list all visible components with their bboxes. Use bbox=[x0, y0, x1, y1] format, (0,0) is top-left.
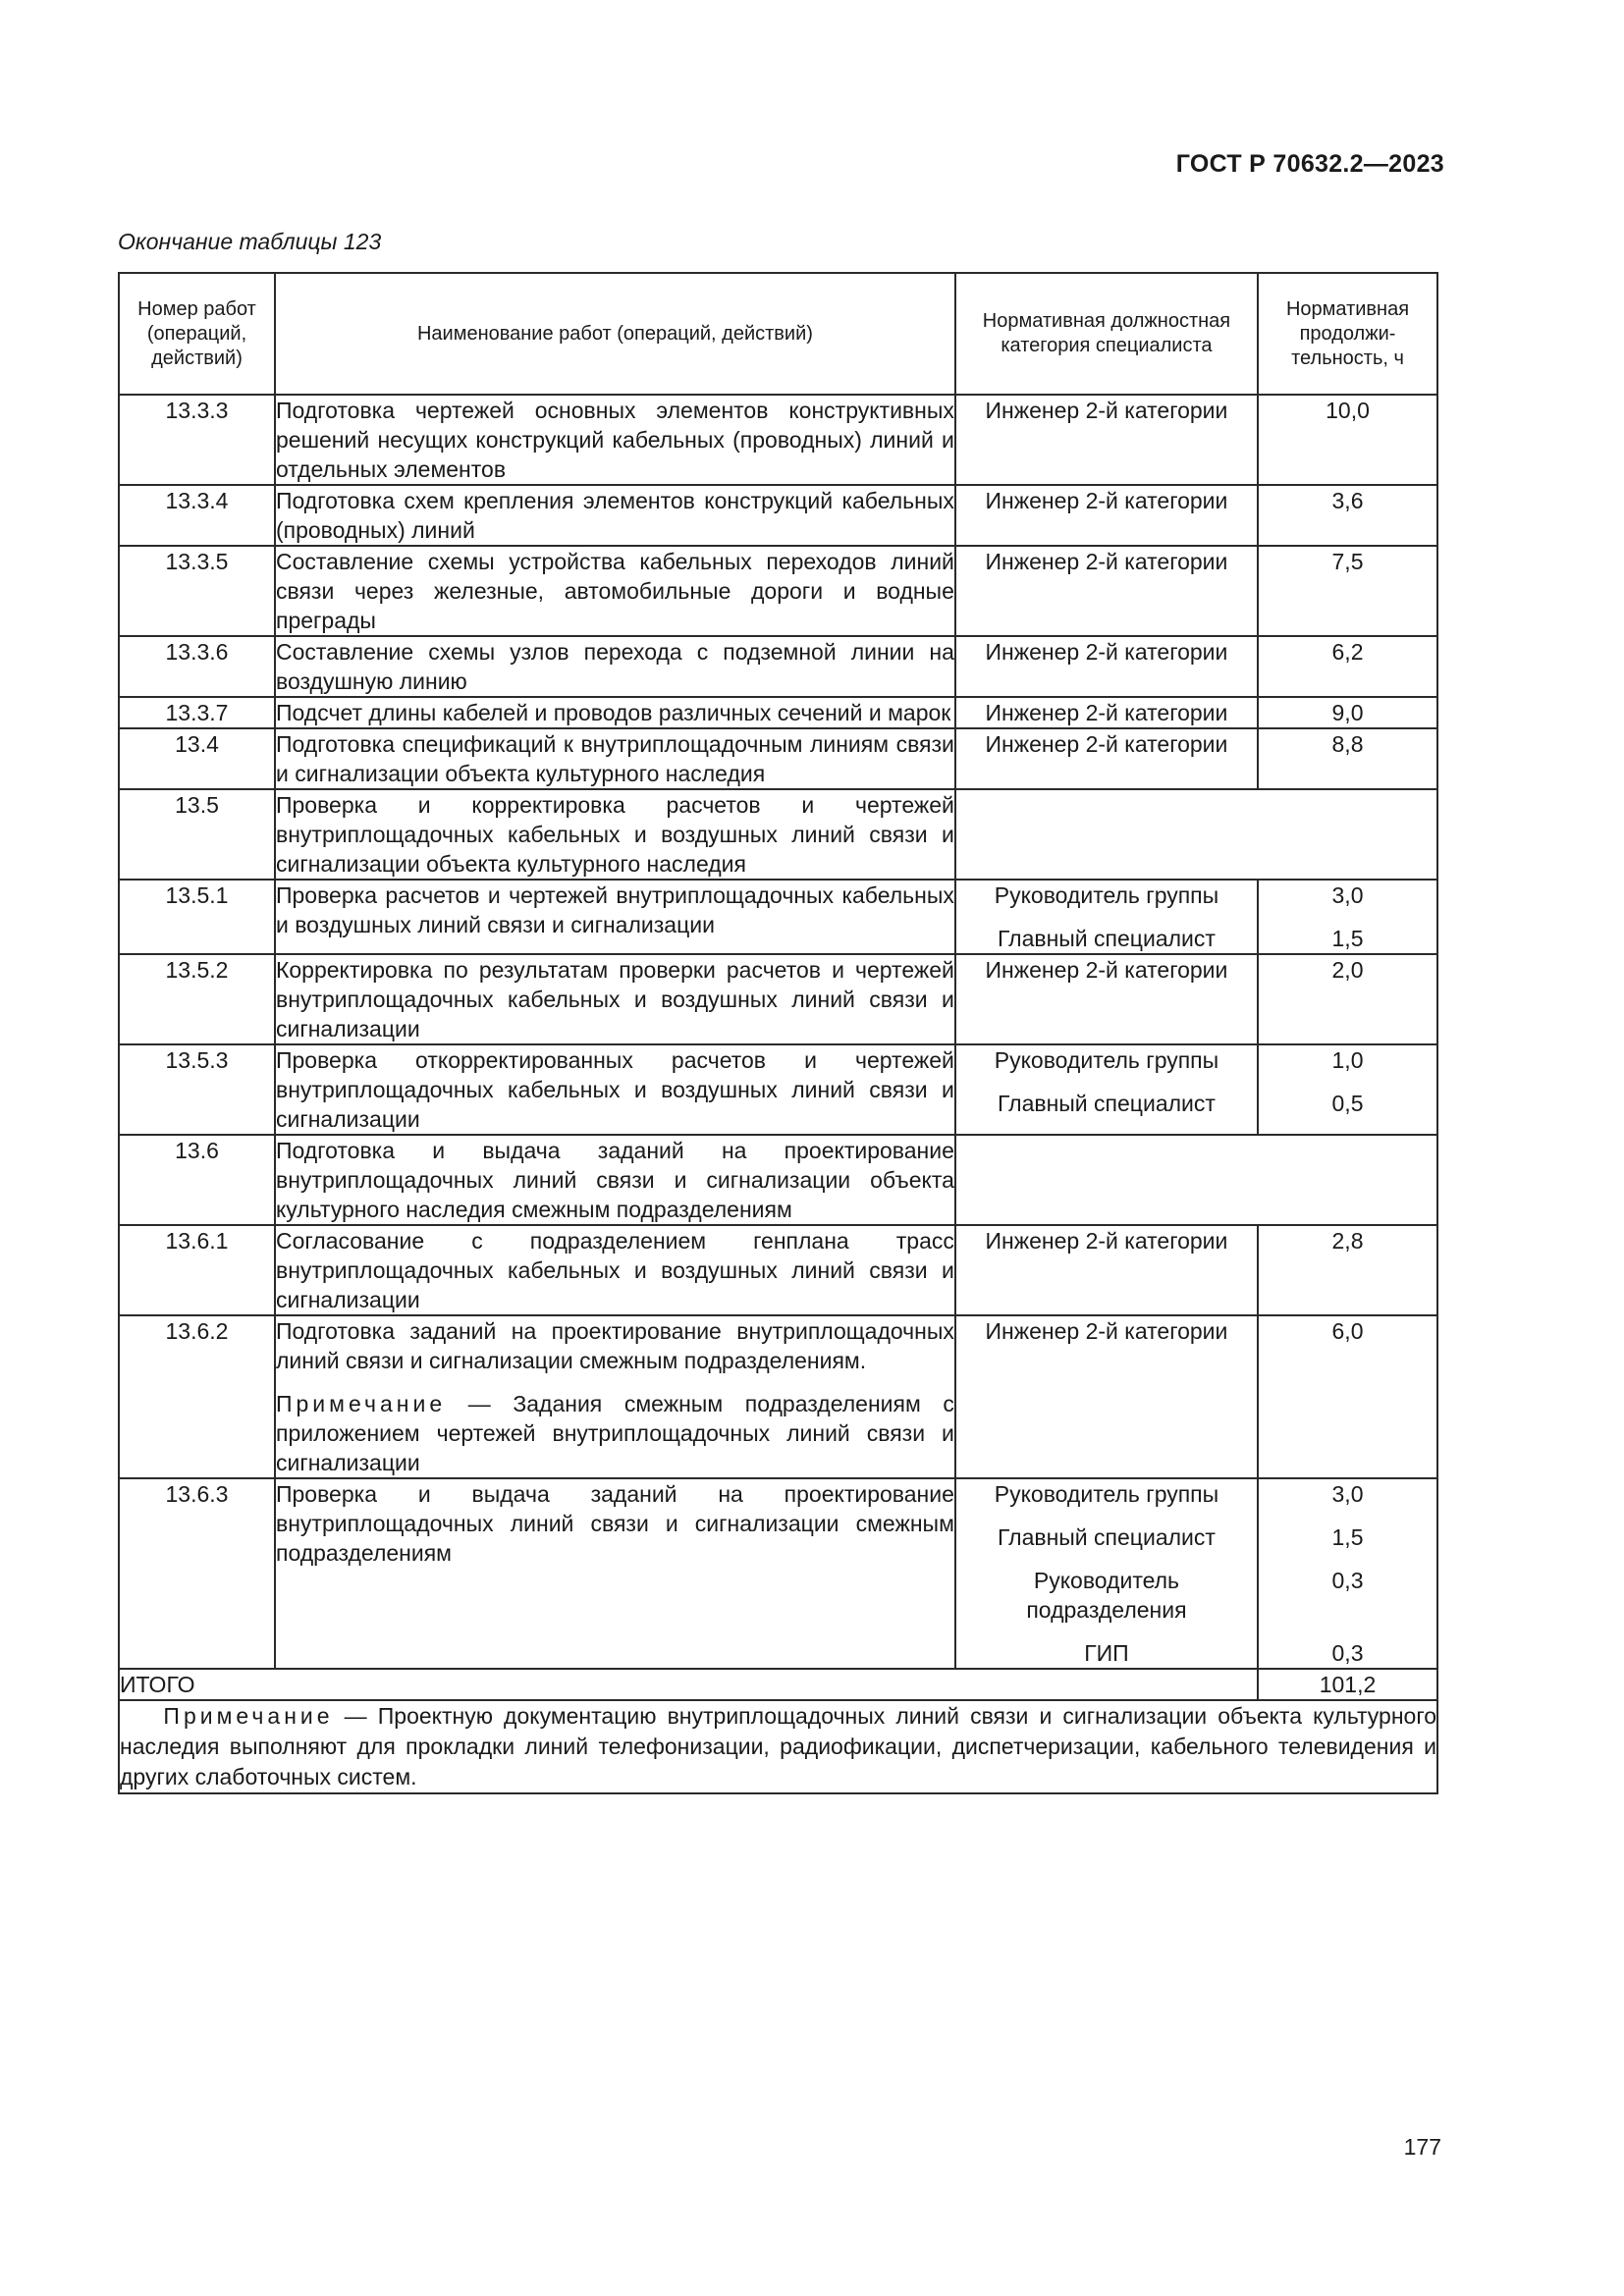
duration-value: 10,0 bbox=[1326, 398, 1370, 423]
row-note-text: — Задания смежным подразделениям с приложением чертежей внутриплощадочных линий связи и сигнализации bbox=[275, 1391, 954, 1475]
table-header-row bbox=[119, 273, 1437, 395]
specialist-category: Инженер 2-й категории bbox=[985, 957, 1228, 983]
work-norms-table bbox=[118, 272, 1438, 1794]
row-duration bbox=[1258, 954, 1437, 1044]
row-work-name bbox=[275, 1044, 955, 1135]
row-specialist bbox=[955, 880, 1258, 954]
row-specialist bbox=[955, 636, 1258, 697]
column-header-duration: Нормативная продолжи-тельность, ч bbox=[1258, 273, 1437, 395]
duration-value: 9,0 bbox=[1331, 700, 1364, 725]
table-row bbox=[119, 880, 1437, 954]
specialist-category: Главный специалист bbox=[997, 926, 1216, 951]
table-caption: Окончание таблицы 123 bbox=[118, 229, 382, 254]
row-number: 13.6.3 bbox=[119, 1478, 275, 1669]
row-number: 13.3.3 bbox=[119, 395, 275, 485]
row-inline-note bbox=[276, 1389, 954, 1477]
row-merged-empty-cell bbox=[955, 789, 1437, 880]
specialist-category: Инженер 2-й категории bbox=[985, 1318, 1228, 1344]
duration-value: 1,0 bbox=[1331, 1047, 1364, 1073]
specialist-category: ГИП bbox=[1084, 1640, 1129, 1666]
row-specialist bbox=[955, 954, 1258, 1044]
row-work-name-text: Согласование с подразделением генплана трасс внутриплощадочных кабельных и воздушных линий связи и сигнализации bbox=[275, 1228, 954, 1312]
row-specialist bbox=[955, 1478, 1258, 1669]
row-duration bbox=[1258, 636, 1437, 697]
specialist-category: Руководитель группы bbox=[994, 1481, 1219, 1507]
row-work-name-text: Проверка и корректировка расчетов и чертежей внутриплощадочных кабельных и воздушных линий связи и сигнализации объекта культурного наследия bbox=[275, 792, 954, 877]
specialist-category: Руководитель группы bbox=[994, 1047, 1219, 1073]
table-row bbox=[119, 697, 1437, 728]
specialist-category: Руководитель подразделения bbox=[1026, 1568, 1187, 1623]
table-row bbox=[119, 1044, 1437, 1135]
duration-value: 3,6 bbox=[1331, 488, 1364, 513]
footnote-text: — Проектную документацию внутриплощадочных линий связи и сигнализации объекта культурного наследия выполняют для прокладки линий телефонизации, радиофикации, диспетчеризации, кабельного телевидения и других слаботочных систем. bbox=[120, 1703, 1437, 1789]
row-work-name bbox=[275, 954, 955, 1044]
row-number: 13.3.6 bbox=[119, 636, 275, 697]
table-row bbox=[119, 789, 1437, 880]
table-body bbox=[119, 395, 1437, 1669]
duration-value: 6,0 bbox=[1331, 1318, 1364, 1344]
duration-value: 2,8 bbox=[1331, 1228, 1364, 1254]
row-duration bbox=[1258, 1225, 1437, 1315]
row-number: 13.5.3 bbox=[119, 1044, 275, 1135]
row-merged-empty-cell bbox=[955, 1135, 1437, 1225]
row-number: 13.5.2 bbox=[119, 954, 275, 1044]
row-duration bbox=[1258, 1478, 1437, 1669]
duration-value: 3,0 bbox=[1331, 1481, 1364, 1507]
row-specialist bbox=[955, 1044, 1258, 1135]
duration-value: 2,0 bbox=[1331, 957, 1364, 983]
duration-value: 8,8 bbox=[1331, 731, 1364, 757]
row-work-name-text: Корректировка по результатам проверки расчетов и чертежей внутриплощадочных кабельных и воздушных линий связи и сигнализации bbox=[275, 957, 954, 1041]
footnote-row bbox=[119, 1700, 1437, 1793]
row-specialist bbox=[955, 728, 1258, 789]
row-number: 13.3.4 bbox=[119, 485, 275, 546]
row-work-name-text: Проверка откорректированных расчетов и чертежей внутриплощадочных кабельных и воздушных линий связи и сигнализации bbox=[275, 1047, 954, 1132]
row-number: 13.4 bbox=[119, 728, 275, 789]
standard-code: ГОСТ Р 70632.2—2023 bbox=[1175, 150, 1444, 178]
row-duration bbox=[1258, 728, 1437, 789]
total-value: 101,2 bbox=[1258, 1669, 1437, 1700]
specialist-category: Руководитель группы bbox=[994, 882, 1219, 908]
row-work-name bbox=[275, 1135, 955, 1225]
row-work-name-text: Составление схемы узлов перехода с подземной линии на воздушную линию bbox=[275, 639, 954, 694]
total-row bbox=[119, 1669, 1437, 1700]
row-work-name bbox=[275, 728, 955, 789]
row-duration bbox=[1258, 880, 1437, 954]
row-work-name bbox=[275, 789, 955, 880]
row-number: 13.5.1 bbox=[119, 880, 275, 954]
row-work-name-text: Подготовка схем крепления элементов конструкций кабельных (проводных) линий bbox=[275, 488, 954, 543]
footnote bbox=[119, 1700, 1437, 1793]
table-row bbox=[119, 1225, 1437, 1315]
row-number: 13.3.5 bbox=[119, 546, 275, 636]
row-work-name bbox=[275, 1315, 955, 1478]
row-number: 13.3.7 bbox=[119, 697, 275, 728]
duration-value: 0,5 bbox=[1331, 1091, 1364, 1116]
row-specialist bbox=[955, 697, 1258, 728]
table-row bbox=[119, 636, 1437, 697]
row-duration bbox=[1258, 1044, 1437, 1135]
row-work-name-text: Подсчет длины кабелей и проводов различных сечений и марок bbox=[275, 700, 951, 725]
row-specialist bbox=[955, 546, 1258, 636]
row-specialist bbox=[955, 1315, 1258, 1478]
row-work-name-text: Проверка и выдача заданий на проектирование внутриплощадочных линий связи и сигнализации смежным подразделениям bbox=[275, 1481, 954, 1566]
row-work-name bbox=[275, 880, 955, 954]
table-row bbox=[119, 546, 1437, 636]
duration-value: 7,5 bbox=[1331, 549, 1364, 574]
total-label: ИТОГО bbox=[119, 1669, 1258, 1700]
row-duration bbox=[1258, 546, 1437, 636]
specialist-category: Главный специалист bbox=[997, 1091, 1216, 1116]
duration-value: 1,5 bbox=[1331, 1524, 1364, 1550]
table-row bbox=[119, 1315, 1437, 1478]
row-work-name-text: Подготовка чертежей основных элементов конструктивных решений несущих конструкций кабельных (проводных) линий и отдельных элементов bbox=[275, 398, 954, 482]
column-header-specialist: Нормативная должностная категория специалиста bbox=[955, 273, 1258, 395]
row-note-label: Примечание bbox=[275, 1391, 447, 1416]
column-header-number: Номер работ (операций, действий) bbox=[119, 273, 275, 395]
duration-value: 0,3 bbox=[1331, 1640, 1364, 1666]
row-number: 13.5 bbox=[119, 789, 275, 880]
table-row bbox=[119, 1478, 1437, 1669]
specialist-category: Главный специалист bbox=[997, 1524, 1216, 1550]
row-work-name-text: Проверка расчетов и чертежей внутриплощадочных кабельных и воздушных линий связи и сигнализации bbox=[275, 882, 954, 937]
duration-value: 0,3 bbox=[1331, 1568, 1364, 1593]
table-row bbox=[119, 395, 1437, 485]
row-work-name bbox=[275, 636, 955, 697]
duration-value: 6,2 bbox=[1331, 639, 1364, 665]
row-specialist bbox=[955, 395, 1258, 485]
row-specialist bbox=[955, 1225, 1258, 1315]
row-number: 13.6.2 bbox=[119, 1315, 275, 1478]
row-number: 13.6 bbox=[119, 1135, 275, 1225]
specialist-category: Инженер 2-й категории bbox=[985, 731, 1228, 757]
page-number: 177 bbox=[1403, 2134, 1441, 2160]
row-work-name-text: Подготовка спецификаций к внутриплощадочным линиям связи и сигнализации объекта культурного наследия bbox=[275, 731, 954, 786]
row-duration bbox=[1258, 485, 1437, 546]
row-duration bbox=[1258, 395, 1437, 485]
table-row bbox=[119, 1135, 1437, 1225]
row-work-name bbox=[275, 697, 955, 728]
specialist-category: Инженер 2-й категории bbox=[985, 488, 1228, 513]
specialist-category: Инженер 2-й категории bbox=[985, 700, 1228, 725]
row-number: 13.6.1 bbox=[119, 1225, 275, 1315]
row-work-name bbox=[275, 485, 955, 546]
column-header-name: Наименование работ (операций, действий) bbox=[275, 273, 955, 395]
table-row bbox=[119, 954, 1437, 1044]
table-row bbox=[119, 485, 1437, 546]
footnote-label: Примечание bbox=[163, 1703, 334, 1729]
row-work-name-text: Составление схемы устройства кабельных переходов линий связи через железные, автомобильные дороги и водные преграды bbox=[275, 549, 954, 633]
specialist-category: Инженер 2-й категории bbox=[985, 398, 1228, 423]
table-row bbox=[119, 728, 1437, 789]
row-work-name bbox=[275, 1225, 955, 1315]
duration-value: 3,0 bbox=[1331, 882, 1364, 908]
row-specialist bbox=[955, 485, 1258, 546]
row-work-name bbox=[275, 395, 955, 485]
row-work-name bbox=[275, 546, 955, 636]
row-work-name-text: Подготовка заданий на проектирование внутриплощадочных линий связи и сигнализации смежным подразделениям. bbox=[275, 1318, 954, 1373]
row-work-name bbox=[275, 1478, 955, 1669]
specialist-category: Инженер 2-й категории bbox=[985, 549, 1228, 574]
row-duration bbox=[1258, 697, 1437, 728]
row-duration bbox=[1258, 1315, 1437, 1478]
duration-value: 1,5 bbox=[1331, 926, 1364, 951]
row-work-name-text: Подготовка и выдача заданий на проектирование внутриплощадочных линий связи и сигнализации объекта культурного наследия смежным подразделениям bbox=[275, 1138, 954, 1222]
specialist-category: Инженер 2-й категории bbox=[985, 1228, 1228, 1254]
specialist-category: Инженер 2-й категории bbox=[985, 639, 1228, 665]
